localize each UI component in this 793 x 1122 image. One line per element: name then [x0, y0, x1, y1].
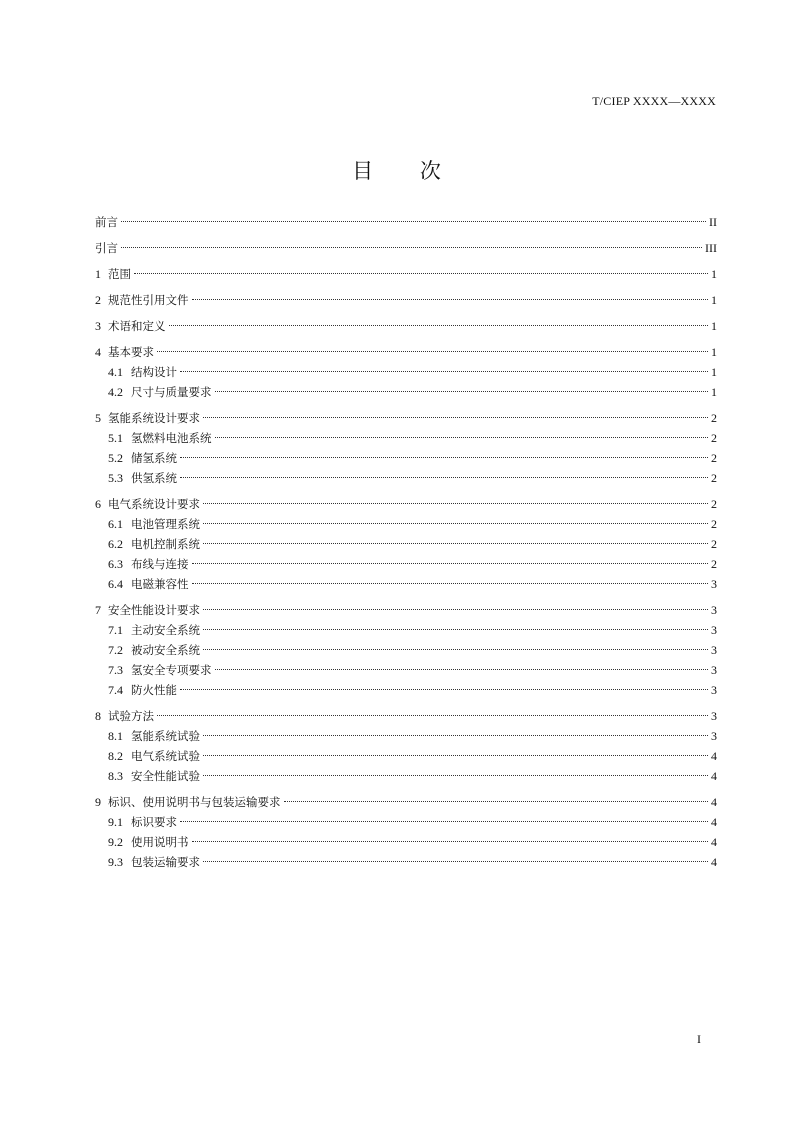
- toc-entry-number: 4.1: [108, 365, 123, 379]
- toc-entry-number: 8.2: [108, 749, 123, 763]
- toc-entry[interactable]: [95, 812, 717, 832]
- toc-entry[interactable]: [95, 746, 717, 766]
- toc-entry-label: 使用说明书: [131, 835, 189, 849]
- toc-entry[interactable]: [95, 680, 717, 700]
- dot-leader: [192, 299, 709, 300]
- toc-entry-number: 9: [95, 795, 101, 809]
- toc-entry-page: 2: [711, 411, 717, 425]
- toc-entry-number: 5: [95, 411, 101, 425]
- toc-entry[interactable]: [95, 534, 717, 554]
- toc-entry-number: 7.1: [108, 623, 123, 637]
- toc-entry-label: 布线与连接: [131, 557, 189, 571]
- toc-entry-page: 4: [711, 749, 717, 763]
- toc-entry-label: 术语和定义: [108, 319, 166, 333]
- toc-entry[interactable]: [95, 428, 717, 448]
- toc-entry-label: 标识要求: [131, 815, 177, 829]
- toc-entry-page: 2: [711, 431, 717, 445]
- toc-entry[interactable]: [95, 408, 717, 428]
- toc-entry-label: 氢燃料电池系统: [131, 431, 212, 445]
- dot-leader: [134, 273, 708, 274]
- dot-leader: [284, 801, 709, 802]
- toc-entry-label: 电气系统试验: [131, 749, 200, 763]
- toc-entry-number: 8.3: [108, 769, 123, 783]
- toc-entry-page: II: [709, 215, 717, 229]
- page-number: I: [697, 1032, 701, 1046]
- toc-entry-number: 9.2: [108, 835, 123, 849]
- dot-leader: [180, 477, 708, 478]
- toc-entry-number: 4.2: [108, 385, 123, 399]
- dot-leader: [157, 715, 708, 716]
- toc-entry-number: 8: [95, 709, 101, 723]
- dot-leader: [203, 417, 708, 418]
- toc-entry-page: 4: [711, 855, 717, 869]
- toc-entry[interactable]: [95, 342, 717, 362]
- toc-entry[interactable]: [95, 706, 717, 726]
- dot-leader: [203, 523, 708, 524]
- dot-leader: [180, 371, 708, 372]
- toc-entry[interactable]: [95, 264, 717, 284]
- toc-entry-page: 3: [711, 663, 717, 677]
- toc-entry[interactable]: [95, 316, 717, 336]
- toc-entry[interactable]: [95, 290, 717, 310]
- toc-entry-page: 1: [711, 293, 717, 307]
- toc-entry-number: 8.1: [108, 729, 123, 743]
- toc-entry-page: 4: [711, 815, 717, 829]
- toc-entry-page: 1: [711, 267, 717, 281]
- toc-entry-number: 5.1: [108, 431, 123, 445]
- toc-entry-label: 防火性能: [131, 683, 177, 697]
- toc-entry-number: 6.2: [108, 537, 123, 551]
- toc-entry-label: 电机控制系统: [131, 537, 200, 551]
- toc-entry[interactable]: [95, 448, 717, 468]
- toc-entry-number: 9.1: [108, 815, 123, 829]
- toc-entry-label: 标识、使用说明书与包装运输要求: [108, 795, 281, 809]
- toc-entry-number: 7.2: [108, 643, 123, 657]
- toc-entry[interactable]: [95, 600, 717, 620]
- dot-leader: [180, 457, 708, 458]
- toc-entry-label: 基本要求: [108, 345, 154, 359]
- toc-entry-label: 安全性能设计要求: [108, 603, 200, 617]
- toc-entry-number: 2: [95, 293, 101, 307]
- toc-entry-label: 电气系统设计要求: [108, 497, 200, 511]
- dot-leader: [192, 583, 709, 584]
- toc-entry-number: 4: [95, 345, 101, 359]
- toc-entry[interactable]: [95, 382, 717, 402]
- toc-entry-number: 6.3: [108, 557, 123, 571]
- toc-entry-label: 试验方法: [108, 709, 154, 723]
- toc-entry[interactable]: [95, 640, 717, 660]
- dot-leader: [203, 775, 708, 776]
- dot-leader: [203, 861, 708, 862]
- toc-entry-number: 5.2: [108, 451, 123, 465]
- toc-entry-page: 2: [711, 557, 717, 571]
- toc-entry[interactable]: [95, 726, 717, 746]
- dot-leader: [215, 391, 709, 392]
- toc-entry-page: 3: [711, 623, 717, 637]
- document-code: T/CIEP XXXX—XXXX: [592, 94, 716, 108]
- toc-entry[interactable]: [95, 362, 717, 382]
- toc-entry-number: 7: [95, 603, 101, 617]
- toc-entry-label: 电池管理系统: [131, 517, 200, 531]
- toc-entry-number: 6: [95, 497, 101, 511]
- dot-leader: [121, 221, 706, 222]
- toc-entry-label: 安全性能试验: [131, 769, 200, 783]
- toc-entry-number: 7.3: [108, 663, 123, 677]
- toc-entry[interactable]: [95, 832, 717, 852]
- toc-entry-number: 6.1: [108, 517, 123, 531]
- toc-entry-label: 结构设计: [131, 365, 177, 379]
- toc-entry-label: 主动安全系统: [131, 623, 200, 637]
- toc-entry-page: 2: [711, 497, 717, 511]
- toc-entry-page: 2: [711, 451, 717, 465]
- toc-entry-page: 3: [711, 643, 717, 657]
- toc-entry-page: 3: [711, 709, 717, 723]
- toc-entry-page: 1: [711, 385, 717, 399]
- toc-entry-label: 氢能系统设计要求: [108, 411, 200, 425]
- dot-leader: [203, 735, 708, 736]
- toc-entry-page: 3: [711, 683, 717, 697]
- toc-entry-page: 2: [711, 537, 717, 551]
- toc-entry-label: 被动安全系统: [131, 643, 200, 657]
- toc-entry-number: 3: [95, 319, 101, 333]
- toc-entry-label: 氢能系统试验: [131, 729, 200, 743]
- toc-entry-label: 氢安全专项要求: [131, 663, 212, 677]
- dot-leader: [203, 629, 708, 630]
- toc-entry-page: 4: [711, 795, 717, 809]
- toc-entry-number: 9.3: [108, 855, 123, 869]
- toc-entry-page: 1: [711, 319, 717, 333]
- toc-entry[interactable]: [95, 238, 717, 258]
- page-title: 目 次: [352, 159, 441, 183]
- toc-entry-page: 3: [711, 603, 717, 617]
- dot-leader: [192, 563, 709, 564]
- toc-entry-label: 包装运输要求: [131, 855, 200, 869]
- dot-leader: [215, 437, 709, 438]
- dot-leader: [203, 649, 708, 650]
- toc-entry-label: 尺寸与质量要求: [131, 385, 212, 399]
- dot-leader: [121, 247, 702, 248]
- toc-entry-page: 3: [711, 577, 717, 591]
- dot-leader: [180, 821, 708, 822]
- dot-leader: [157, 351, 708, 352]
- toc-entry[interactable]: [95, 212, 717, 232]
- toc-entry-page: 3: [711, 729, 717, 743]
- toc-entry[interactable]: [95, 660, 717, 680]
- dot-leader: [203, 755, 708, 756]
- toc-entry-label: 前言: [95, 215, 118, 229]
- toc-entry-number: 6.4: [108, 577, 123, 591]
- toc-entry-label: 供氢系统: [131, 471, 177, 485]
- toc-entry-page: 1: [711, 365, 717, 379]
- toc-entry[interactable]: [95, 514, 717, 534]
- dot-leader: [203, 503, 708, 504]
- toc-entry-number: 7.4: [108, 683, 123, 697]
- toc-entry[interactable]: [95, 574, 717, 594]
- toc-entry[interactable]: [95, 494, 717, 514]
- toc-entry-page: III: [705, 241, 717, 255]
- dot-leader: [169, 325, 709, 326]
- dot-leader: [215, 669, 709, 670]
- dot-leader: [192, 841, 709, 842]
- toc-entry-number: 5.3: [108, 471, 123, 485]
- dot-leader: [203, 609, 708, 610]
- toc-entry-page: 4: [711, 835, 717, 849]
- dot-leader: [203, 543, 708, 544]
- toc-entry[interactable]: [95, 792, 717, 812]
- table-of-contents: [95, 212, 717, 872]
- toc-entry-number: 1: [95, 267, 101, 281]
- dot-leader: [180, 689, 708, 690]
- toc-entry-page: 1: [711, 345, 717, 359]
- toc-entry-label: 范围: [108, 267, 131, 281]
- toc-entry-label: 引言: [95, 241, 118, 255]
- toc-entry[interactable]: [95, 766, 717, 786]
- toc-entry-label: 电磁兼容性: [131, 577, 189, 591]
- toc-entry-page: 2: [711, 517, 717, 531]
- toc-entry-page: 2: [711, 471, 717, 485]
- toc-entry-label: 储氢系统: [131, 451, 177, 465]
- toc-entry-label: 规范性引用文件: [108, 293, 189, 307]
- toc-entry[interactable]: [95, 852, 717, 872]
- toc-entry-page: 4: [711, 769, 717, 783]
- toc-entry[interactable]: [95, 554, 717, 574]
- toc-entry[interactable]: [95, 468, 717, 488]
- toc-entry[interactable]: [95, 620, 717, 640]
